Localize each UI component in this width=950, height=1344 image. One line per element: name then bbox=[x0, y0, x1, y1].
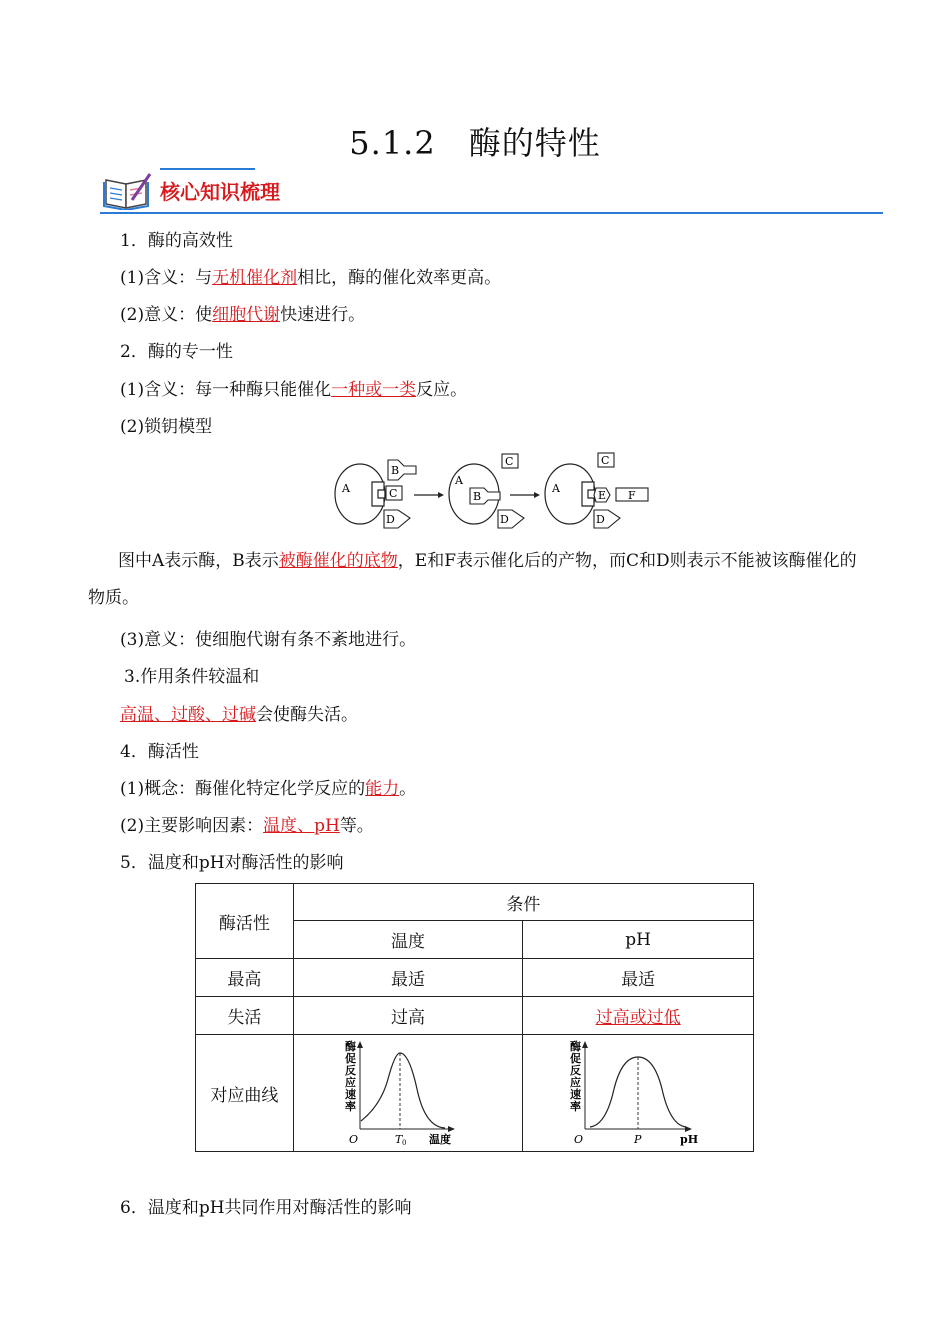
answer-blank: 细胞代谢 bbox=[212, 305, 281, 325]
svg-text:反: 反 bbox=[570, 1064, 582, 1077]
book-pen-icon bbox=[102, 172, 154, 210]
svg-text:促: 促 bbox=[345, 1052, 356, 1065]
svg-text:P: P bbox=[634, 1133, 642, 1146]
svg-text:T: T bbox=[395, 1133, 403, 1146]
section-label: 核心知识梳理 bbox=[160, 180, 280, 204]
label-b: B bbox=[473, 490, 482, 503]
diagram-description: 图中A表示酶，B表示被酶催化的底物，E和F表示催化后的产物，而C和D则表示不能被该酶催化的物质。 bbox=[88, 551, 857, 608]
heading-mild-conditions: 3.作用条件较温和 bbox=[124, 667, 260, 687]
substance-c-stage2 bbox=[502, 454, 518, 468]
label-a: A bbox=[552, 482, 560, 495]
inactivation-conditions: 高温、过酸、过碱会使酶失活。 bbox=[120, 705, 358, 725]
label-d: D bbox=[500, 513, 509, 526]
enzyme-a-stage1 bbox=[335, 464, 385, 524]
substance-c-stage3 bbox=[598, 453, 614, 467]
substance-d-stage1 bbox=[384, 510, 410, 528]
svg-text:pH: pH bbox=[680, 1133, 699, 1146]
heading-temp-ph-effect: 5．温度和pH对酶活性的影响 bbox=[120, 853, 344, 873]
substrate-b-stage1 bbox=[388, 460, 416, 480]
substance-c-stage1 bbox=[386, 486, 402, 500]
table-cell: 最适 bbox=[293, 959, 523, 997]
enzyme-a-stage3 bbox=[545, 464, 595, 524]
svg-text:率: 率 bbox=[570, 1100, 582, 1113]
svg-text:应: 应 bbox=[570, 1076, 582, 1089]
table-cell: 最适 bbox=[523, 959, 754, 997]
svg-text:速: 速 bbox=[570, 1088, 582, 1101]
temperature-curve-cell bbox=[293, 1035, 523, 1152]
section-header bbox=[100, 168, 883, 214]
label-c: C bbox=[601, 454, 610, 467]
label-d: D bbox=[386, 513, 395, 526]
table-row-curve: 对应曲线 bbox=[196, 1035, 294, 1152]
svg-text:O: O bbox=[349, 1133, 359, 1146]
svg-text:率: 率 bbox=[345, 1100, 356, 1113]
lock-key-model-label: (2)锁钥模型 bbox=[120, 417, 213, 437]
label-f: F bbox=[628, 489, 636, 502]
ph-curve bbox=[568, 1039, 708, 1147]
label-d: D bbox=[596, 513, 605, 526]
conditions-table bbox=[195, 883, 754, 1152]
specificity-meaning: (1)含义：每一种酶只能催化一种或一类反应。 bbox=[120, 380, 468, 400]
enzyme-substrate-complex bbox=[449, 464, 500, 524]
temperature-curve bbox=[343, 1039, 473, 1147]
answer-blank: 温度、pH bbox=[263, 816, 340, 836]
ph-curve-cell bbox=[523, 1035, 754, 1152]
product-f bbox=[616, 488, 648, 502]
lock-key-diagram bbox=[332, 448, 662, 532]
table-cell bbox=[523, 997, 754, 1035]
svg-text:酶: 酶 bbox=[570, 1040, 582, 1053]
heading-specificity: 2．酶的专一性 bbox=[120, 342, 233, 362]
specificity-significance: (3)意义：使细胞代谢有条不紊地进行。 bbox=[120, 630, 417, 650]
svg-text:O: O bbox=[574, 1133, 584, 1146]
activity-concept: (1)概念：酶催化特定化学反应的能力。 bbox=[120, 779, 417, 799]
efficiency-significance: (2)意义：使细胞代谢快速进行。 bbox=[120, 305, 366, 325]
header-rule bbox=[100, 212, 883, 214]
heading-combined-effect: 6．温度和pH共同作用对酶活性的影响 bbox=[120, 1198, 412, 1218]
efficiency-meaning: (1)含义：与无机催化剂相比，酶的催化效率更高。 bbox=[120, 268, 502, 288]
heading-efficiency: 1．酶的高效性 bbox=[120, 231, 233, 251]
label-a: A bbox=[455, 474, 463, 487]
product-e bbox=[594, 488, 610, 502]
svg-text:酶: 酶 bbox=[345, 1040, 356, 1053]
substance-d-stage2 bbox=[498, 510, 524, 528]
table-col-temperature: 温度 bbox=[293, 921, 523, 959]
svg-text:反: 反 bbox=[345, 1064, 356, 1077]
table-row-max: 最高 bbox=[196, 959, 294, 997]
table-cell: 过高 bbox=[293, 997, 523, 1035]
page-title: 5.1.2 酶的特性 bbox=[349, 124, 601, 162]
table-row-inactive: 失活 bbox=[196, 997, 294, 1035]
answer-blank: 高温、过酸、过碱 bbox=[120, 705, 256, 725]
svg-text:应: 应 bbox=[345, 1076, 356, 1089]
label-a: A bbox=[342, 482, 350, 495]
label-e: E bbox=[598, 489, 607, 502]
answer-blank: 被酶催化的底物 bbox=[278, 551, 398, 571]
table-condition-header: 条件 bbox=[293, 884, 753, 921]
table-col-ph: pH bbox=[523, 921, 754, 959]
label-b: B bbox=[391, 464, 400, 477]
svg-text:温度: 温度 bbox=[429, 1133, 451, 1146]
header-top-line bbox=[160, 168, 255, 170]
answer-blank: 过高或过低 bbox=[595, 1008, 681, 1028]
answer-blank: 能力 bbox=[365, 779, 400, 799]
heading-enzyme-activity: 4．酶活性 bbox=[120, 742, 199, 762]
label-c: C bbox=[389, 487, 398, 500]
table-corner: 酶活性 bbox=[196, 884, 294, 959]
svg-text:0: 0 bbox=[402, 1139, 407, 1147]
answer-blank: 一种或一类 bbox=[331, 380, 417, 400]
answer-blank: 无机催化剂 bbox=[212, 268, 298, 288]
label-c: C bbox=[505, 455, 514, 468]
substance-d-stage3 bbox=[594, 510, 620, 528]
svg-text:促: 促 bbox=[570, 1052, 582, 1065]
svg-text:速: 速 bbox=[345, 1088, 356, 1101]
activity-factors: (2)主要影响因素：温度、pH等。 bbox=[120, 816, 374, 836]
